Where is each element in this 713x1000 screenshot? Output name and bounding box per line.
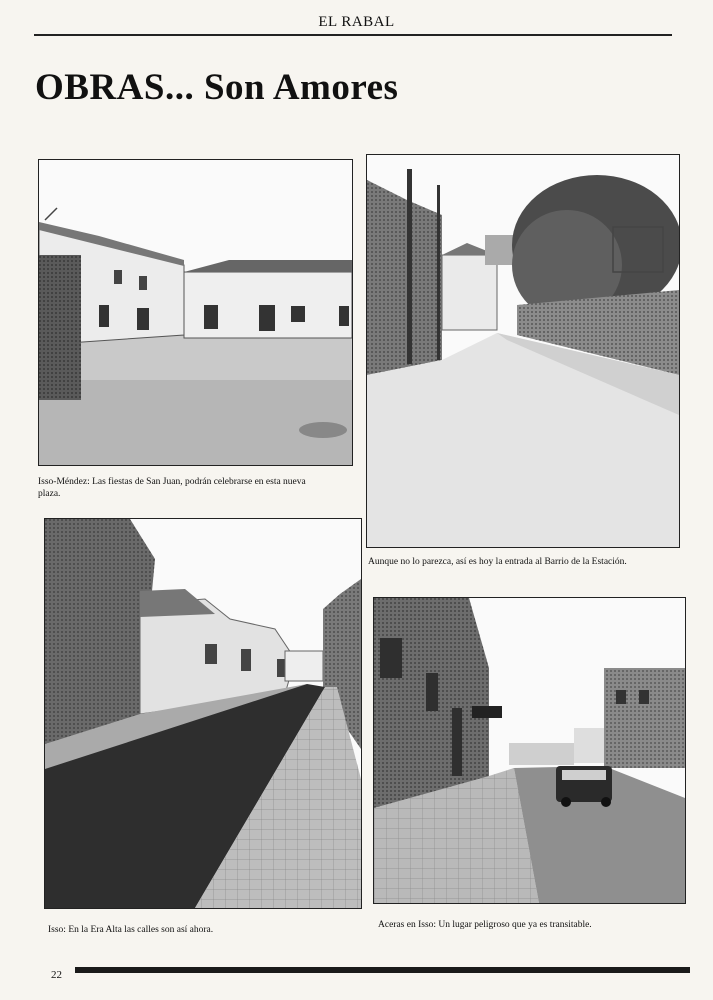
photo-barrio-estacion xyxy=(366,154,680,548)
photo-caption: Isso: En la Era Alta las calles son así ahora. xyxy=(48,925,214,935)
photo-plaza xyxy=(38,159,353,466)
footer-rule xyxy=(75,967,690,973)
photo-caption: Aceras en Isso: Un lugar peligroso que ya es transitable. xyxy=(378,920,592,930)
newspaper-masthead: EL RABAL xyxy=(318,14,395,30)
page-number: 22 xyxy=(51,969,62,981)
photo-caption: Aunque no lo parezca, así es hoy la entrada al Barrio de la Estación. xyxy=(368,557,627,567)
photo-caption: Isso-Méndez: Las fiestas de San Juan, podrán celebrarse en esta nueva plaza. xyxy=(38,477,306,499)
article-headline: OBRAS... Son Amores xyxy=(35,67,399,108)
photo-aceras xyxy=(373,597,686,904)
photo-era-alta xyxy=(44,518,362,909)
header-rule xyxy=(34,34,672,36)
